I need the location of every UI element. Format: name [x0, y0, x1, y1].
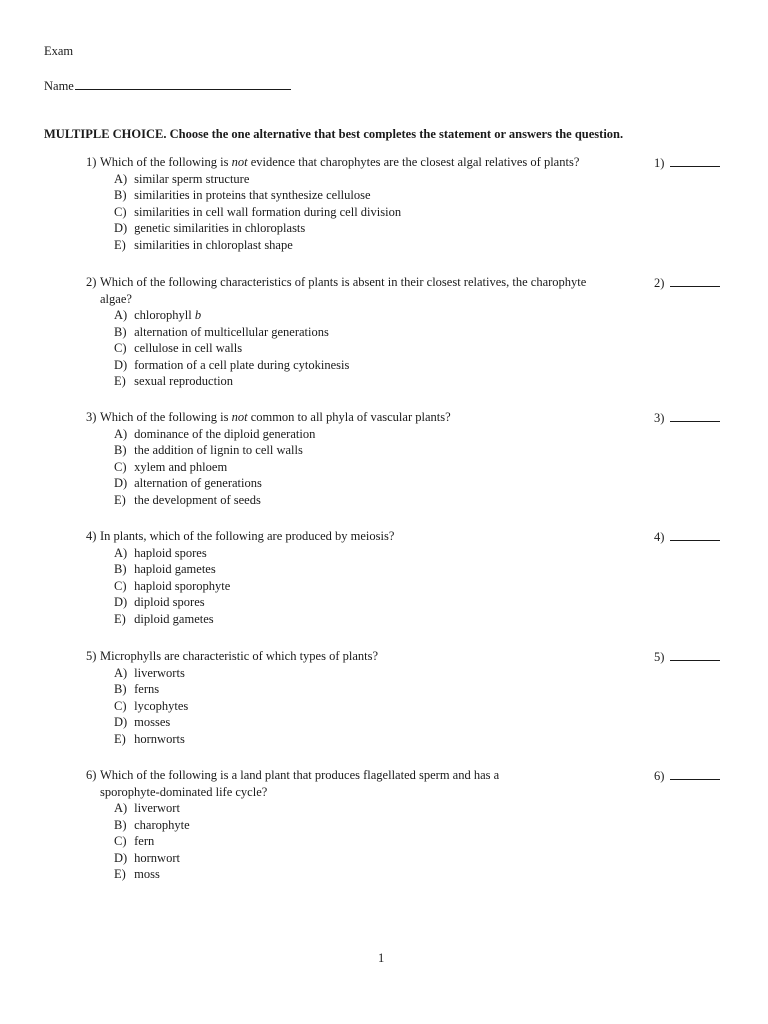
- option-e[interactable]: E) similarities in chloroplast shape: [114, 237, 293, 252]
- question-number: 6): [86, 768, 97, 782]
- option-c[interactable]: C) haploid sporophyte: [114, 578, 231, 593]
- name-field[interactable]: [75, 77, 291, 90]
- option-e[interactable]: E) hornworts: [114, 731, 185, 746]
- answer-blank[interactable]: [670, 648, 720, 661]
- option-d[interactable]: D) formation of a cell plate during cytokinesis: [114, 357, 350, 372]
- answer-blank[interactable]: [670, 154, 720, 167]
- exam-title: Exam: [44, 44, 74, 58]
- answer-slot-4: 4): [654, 528, 720, 545]
- option-b[interactable]: B) the addition of lignin to cell walls: [114, 443, 303, 457]
- question-number: 4): [86, 529, 97, 543]
- option-d[interactable]: D) mosses: [114, 715, 171, 729]
- option-a[interactable]: A) liverwort: [114, 801, 180, 815]
- question-stem: 6) Which of the following is a land plant that produces flagellated sperm and has a: [86, 768, 500, 782]
- answer-blank[interactable]: [670, 409, 720, 422]
- answer-blank[interactable]: [670, 274, 720, 287]
- answer-blank[interactable]: [670, 767, 720, 780]
- option-a[interactable]: A) liverworts: [114, 665, 185, 680]
- option-e[interactable]: E) sexual reproduction: [114, 374, 234, 388]
- answer-slot-1: 1): [654, 154, 720, 171]
- answer-slot-2: 2): [654, 274, 720, 291]
- question-stem: 2) Which of the following characteristics of plants is absent in their closest relatives, the charophyte: [86, 275, 587, 289]
- option-b[interactable]: B) haploid gametes: [114, 562, 216, 576]
- instructions: MULTIPLE CHOICE. Choose the one alternative that best completes the statement or answers the question.: [44, 127, 624, 141]
- name-label: Name: [44, 79, 74, 93]
- option-d[interactable]: D) alternation of generations: [114, 476, 262, 490]
- name-row: [44, 77, 291, 94]
- question-stem-continued: algae?: [100, 291, 132, 306]
- question-number: 1): [86, 155, 97, 169]
- option-a[interactable]: A) haploid spores: [114, 545, 207, 560]
- option-c[interactable]: C) fern: [114, 834, 155, 848]
- answer-blank[interactable]: [670, 528, 720, 541]
- option-d[interactable]: D) genetic similarities in chloroplasts: [114, 221, 306, 235]
- question-stem: 3) Which of the following is not common to all phyla of vascular plants?: [86, 410, 451, 424]
- question-6: [86, 767, 626, 883]
- question-4: [86, 528, 626, 627]
- question-stem: 1) Which of the following is not evidence that charophytes are the closest algal relatives of plants?: [86, 155, 580, 169]
- question-5: [86, 648, 626, 747]
- option-b[interactable]: B) charophyte: [114, 817, 190, 832]
- option-e[interactable]: E) moss: [114, 867, 160, 881]
- question-2: [86, 274, 626, 390]
- option-d[interactable]: D) diploid spores: [114, 595, 205, 609]
- question-number: 5): [86, 649, 97, 663]
- option-a[interactable]: A) similar sperm structure: [114, 171, 250, 186]
- answer-slot-3: 3): [654, 409, 720, 426]
- question-number: 2): [86, 275, 97, 289]
- option-b[interactable]: B) similarities in proteins that synthesize cellulose: [114, 188, 371, 202]
- answer-slot-6: 6): [654, 767, 720, 784]
- question-1: [86, 154, 626, 253]
- option-c[interactable]: C) xylem and phloem: [114, 459, 228, 474]
- question-number: 3): [86, 410, 97, 424]
- question-3: [86, 409, 626, 508]
- option-b[interactable]: B) ferns: [114, 682, 160, 696]
- option-e[interactable]: E) diploid gametes: [114, 611, 214, 626]
- option-c[interactable]: C) lycophytes: [114, 698, 189, 713]
- page-number: 1: [378, 951, 385, 965]
- option-b[interactable]: B) alternation of multicellular generations: [114, 324, 329, 339]
- question-stem: 4) In plants, which of the following are produced by meiosis?: [86, 529, 395, 543]
- question-stem: 5) Microphylls are characteristic of which types of plants?: [86, 649, 379, 663]
- option-c[interactable]: C) cellulose in cell walls: [114, 341, 243, 355]
- option-a[interactable]: A) chlorophyll b: [114, 308, 202, 322]
- option-d[interactable]: D) hornwort: [114, 850, 180, 865]
- option-e[interactable]: E) the development of seeds: [114, 492, 261, 507]
- option-a[interactable]: A) dominance of the diploid generation: [114, 426, 316, 441]
- option-c[interactable]: C) similarities in cell wall formation during cell division: [114, 204, 402, 219]
- answer-slot-5: 5): [654, 648, 720, 665]
- question-stem-continued: sporophyte-dominated life cycle?: [100, 784, 268, 799]
